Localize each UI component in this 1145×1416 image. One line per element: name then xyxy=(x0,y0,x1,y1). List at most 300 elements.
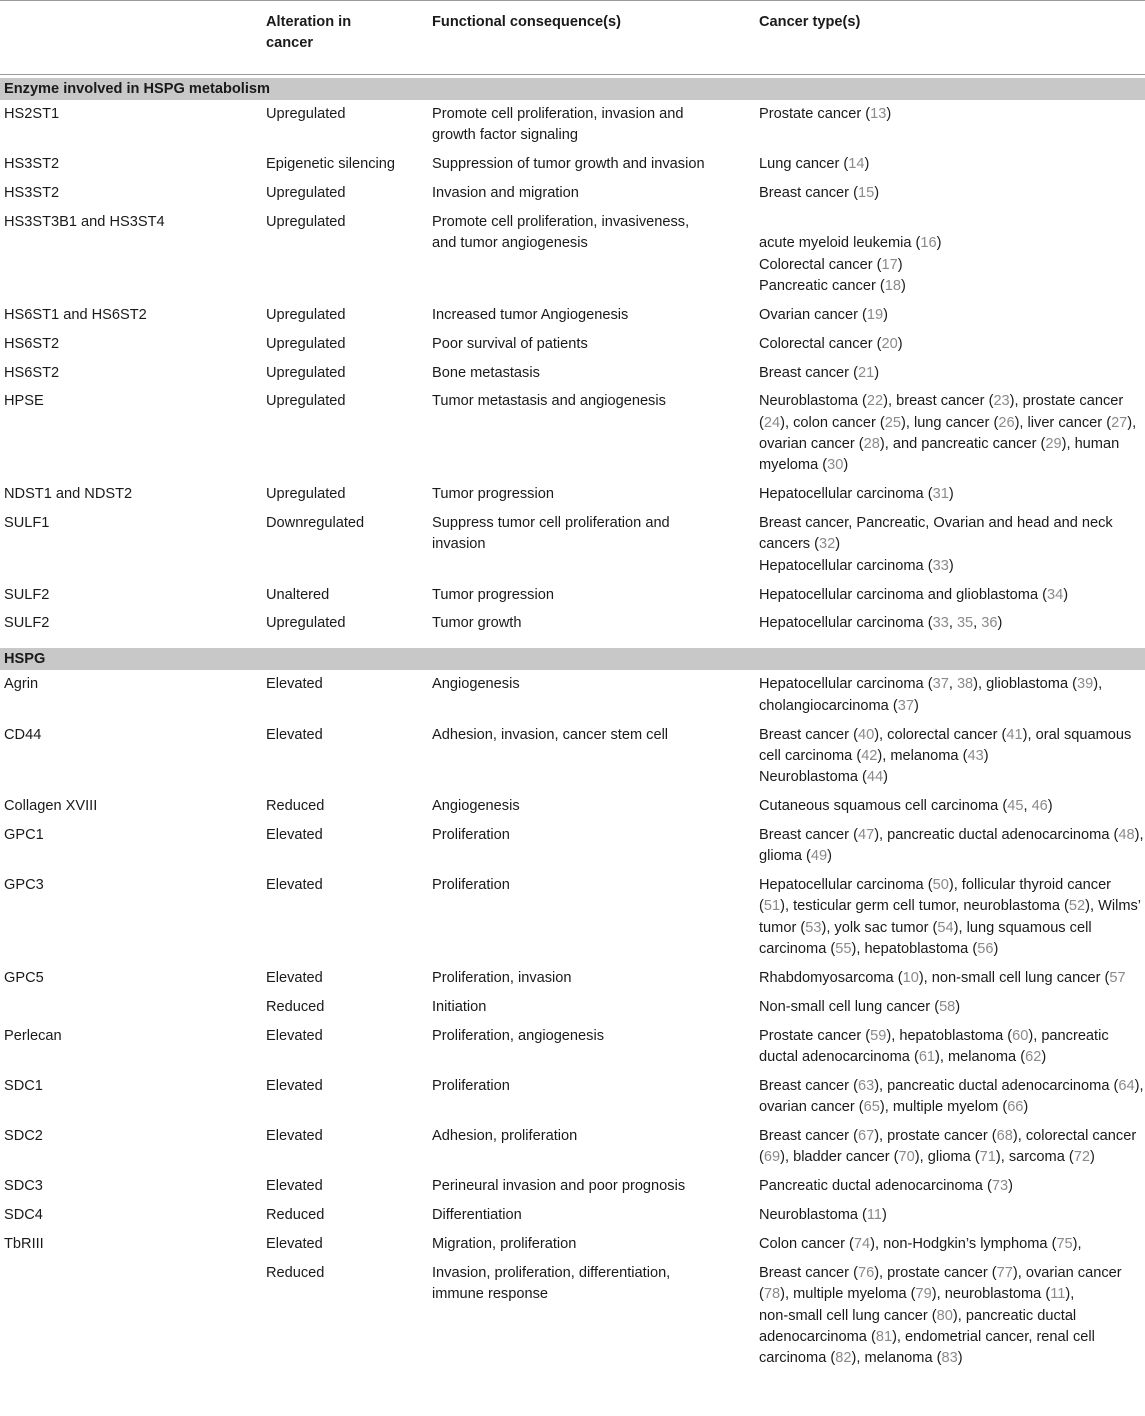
table-row xyxy=(0,875,1145,968)
table-row xyxy=(0,1234,1145,1263)
cancer-text: ), colon cancer ( xyxy=(780,414,885,431)
cancer-text: Hepatocellular carcinoma ( xyxy=(759,486,933,503)
row-name: SULF2 xyxy=(4,586,50,603)
cancer-text: ), and pancreatic cancer ( xyxy=(879,436,1046,453)
cancer-text: ), cholangiocarcinoma ( xyxy=(759,676,1103,714)
table-row xyxy=(0,613,1145,642)
cancer-text: ) xyxy=(993,941,999,957)
row-cancer-types xyxy=(755,796,1145,825)
cancer-text: ) xyxy=(997,615,1003,632)
reference-number: 51 xyxy=(763,898,781,915)
row-cancer-types xyxy=(755,1076,1145,1126)
reference-number: 52 xyxy=(1068,898,1086,915)
row-alteration: Elevated xyxy=(266,1027,323,1044)
row-cancer-types xyxy=(755,363,1145,392)
header-consequence: Functional consequence(s) xyxy=(428,1,755,75)
cancer-text: ) xyxy=(882,1207,887,1224)
reference-number: 37 xyxy=(932,676,949,693)
table-row xyxy=(0,1176,1145,1205)
reference-number: 31 xyxy=(932,486,949,503)
cancer-text: non-small cell lung cancer ( xyxy=(759,1307,937,1324)
row-name: SDC4 xyxy=(4,1207,43,1224)
row-cancer-types xyxy=(755,513,1145,584)
reference-number: 26 xyxy=(998,414,1015,431)
row-consequence: Poor survival of patients xyxy=(432,335,588,352)
reference-number: 72 xyxy=(1073,1149,1090,1166)
reference-number: 11 xyxy=(1050,1286,1066,1303)
row-cancer-types xyxy=(755,997,1145,1026)
reference-number: 34 xyxy=(1046,586,1064,603)
cancer-text: ), breast cancer ( xyxy=(883,393,994,410)
reference-number: 30 xyxy=(827,457,844,474)
row-alteration: Elevated xyxy=(266,1236,323,1253)
row-alteration: Reduced xyxy=(266,1207,325,1224)
cancer-text: ), bladder cancer ( xyxy=(780,1149,899,1166)
reference-number: 63 xyxy=(857,1077,875,1094)
row-cancer-types xyxy=(755,674,1145,724)
cancer-text: ), oral squamous cell carcinoma ( xyxy=(759,726,1132,764)
reference-number: 15 xyxy=(857,185,875,202)
cancer-text: Breast cancer ( xyxy=(759,1077,858,1094)
cancer-text: ), glioblastoma ( xyxy=(973,676,1077,693)
row-name: SULF1 xyxy=(4,515,50,532)
reference-number: 71 xyxy=(979,1149,996,1166)
reference-number: 46 xyxy=(1031,798,1048,815)
table-row xyxy=(0,363,1145,392)
row-consequence: Angiogenesis xyxy=(432,676,520,693)
row-name: CD44 xyxy=(4,726,42,743)
cancer-text: ), pancreatic ductal adenocarcinoma ( xyxy=(874,826,1119,843)
row-alteration: Upregulated xyxy=(266,486,346,503)
row-alteration: Elevated xyxy=(266,969,323,986)
row-alteration: Elevated xyxy=(266,676,323,693)
reference-number: 13 xyxy=(870,106,887,122)
row-cancer-types xyxy=(755,334,1145,363)
table-row xyxy=(0,391,1145,484)
row-name: HS2ST1 xyxy=(4,106,60,122)
cancer-text: Breast cancer, Pancreatic, Ovarian and head and neck cancers ( xyxy=(759,515,1113,553)
table-row xyxy=(0,796,1145,825)
reference-number: 59 xyxy=(870,1027,887,1044)
cancer-text: Breast cancer ( xyxy=(759,185,858,202)
cancer-text: ) xyxy=(1023,1099,1029,1116)
reference-number: 65 xyxy=(863,1099,880,1116)
reference-number: 44 xyxy=(866,769,884,786)
row-alteration: Unaltered xyxy=(266,586,330,603)
cancer-text: Hepatocellular carcinoma ( xyxy=(759,676,933,693)
reference-number: 27 xyxy=(1111,414,1128,431)
table-row xyxy=(0,154,1145,183)
reference-number: 42 xyxy=(861,747,878,764)
row-cancer-types xyxy=(755,725,1145,796)
row-consequence: Tumor progression xyxy=(432,486,554,503)
table-header xyxy=(0,1,1145,75)
table-row xyxy=(0,183,1145,212)
section-header-row xyxy=(0,78,1145,100)
cancer-text: ) xyxy=(948,557,954,574)
reference-number: 73 xyxy=(991,1178,1009,1195)
row-consequence: Angiogenesis xyxy=(432,798,520,815)
cancer-text: Lung cancer ( xyxy=(759,156,849,173)
row-consequence: Promote cell proliferation, invasion and growth factor signaling xyxy=(432,106,684,144)
cancer-text: Prostate cancer ( xyxy=(759,1027,871,1044)
cancer-text: ), non-small cell lung cancer ( xyxy=(918,969,1110,986)
row-consequence: Proliferation, invasion xyxy=(432,969,572,986)
reference-number: 33 xyxy=(932,557,949,574)
reference-number: 79 xyxy=(915,1286,932,1303)
table-row xyxy=(0,334,1145,363)
row-alteration: Upregulated xyxy=(266,335,346,352)
table-row xyxy=(0,1263,1145,1377)
cancer-text: ) xyxy=(1063,586,1069,603)
row-alteration: Elevated xyxy=(266,1128,323,1145)
table-row xyxy=(0,674,1145,724)
row-name: HS6ST2 xyxy=(4,335,60,352)
cancer-text: ), pancreatic ductal adenocarcinoma ( xyxy=(759,1027,1109,1065)
row-alteration: Reduced xyxy=(266,1264,325,1281)
cancer-text: ) xyxy=(886,106,892,122)
reference-number: 60 xyxy=(1012,1027,1029,1044)
cancer-text: ), lung squamous cell carcinoma ( xyxy=(759,919,1092,957)
cancer-text: ) xyxy=(955,998,961,1015)
row-cancer-types xyxy=(755,1176,1145,1205)
cancer-text: ), human myeloma ( xyxy=(759,436,1120,474)
row-alteration: Upregulated xyxy=(266,106,346,122)
cancer-text: ), prostate cancer ( xyxy=(759,393,1124,431)
row-consequence: Suppress tumor cell proliferation and invasion xyxy=(432,515,670,553)
cancer-text: , xyxy=(948,676,957,693)
reference-number: 32 xyxy=(819,536,836,553)
cancer-text: ), colorectal cancer ( xyxy=(874,726,1007,743)
row-name: HS6ST2 xyxy=(4,364,60,381)
row-cancer-types xyxy=(755,1126,1145,1176)
table-row xyxy=(0,212,1145,305)
reference-number: 61 xyxy=(918,1048,936,1065)
reference-number: 68 xyxy=(996,1128,1013,1145)
reference-number: 83 xyxy=(941,1350,958,1367)
reference-number: 36 xyxy=(981,615,998,632)
table-body xyxy=(0,75,1145,1377)
cancer-text: ), non-Hodgkin’s lymphoma ( xyxy=(870,1236,1057,1253)
reference-number: 35 xyxy=(956,615,974,632)
reference-number: 40 xyxy=(857,726,875,743)
cancer-text: ), prostate cancer ( xyxy=(874,1128,997,1145)
cancer-text: ), pancreatic ductal adenocarcinoma ( xyxy=(759,1307,1077,1345)
cancer-text: Neuroblastoma ( xyxy=(759,393,867,410)
cancer-text: Neuroblastoma ( xyxy=(759,769,867,786)
reference-number: 24 xyxy=(763,414,781,431)
row-alteration: Upregulated xyxy=(266,306,346,323)
row-cancer-types xyxy=(755,1026,1145,1076)
cancer-text: , xyxy=(948,615,957,632)
cancer-text: Colorectal cancer ( xyxy=(759,256,882,273)
cancer-text: , xyxy=(1023,798,1032,815)
row-alteration: Upregulated xyxy=(266,213,346,230)
cancer-text: Breast cancer ( xyxy=(759,1128,858,1145)
cancer-text: ) xyxy=(983,747,989,764)
cancer-text: ), endometrial cancer, renal cell carcinoma ( xyxy=(759,1328,1095,1367)
row-alteration: Elevated xyxy=(266,726,323,743)
cancer-text: ) xyxy=(874,364,880,381)
reference-number: 82 xyxy=(835,1350,852,1367)
cancer-text: Prostate cancer ( xyxy=(759,106,871,122)
row-consequence: Suppression of tumor growth and invasion xyxy=(432,156,705,173)
cancer-text: ) xyxy=(913,697,919,714)
row-consequence: Invasion, proliferation, differentiation, immune response xyxy=(432,1264,671,1303)
reference-number: 47 xyxy=(857,826,875,843)
table-row xyxy=(0,1205,1145,1234)
row-consequence: Increased tumor Angiogenesis xyxy=(432,306,629,323)
row-name: HS3ST2 xyxy=(4,185,60,202)
row-cancer-types xyxy=(755,154,1145,183)
reference-number: 22 xyxy=(866,393,884,410)
cancer-text: ) xyxy=(948,486,954,503)
row-alteration: Downregulated xyxy=(266,515,365,532)
row-name: SDC3 xyxy=(4,1178,43,1195)
reference-number: 18 xyxy=(884,277,901,294)
row-alteration: Elevated xyxy=(266,877,323,894)
cancer-text: ), melanoma ( xyxy=(851,1350,942,1367)
row-name xyxy=(0,1263,262,1377)
reference-number: 41 xyxy=(1006,726,1023,743)
cancer-text: ), neuroblastoma ( xyxy=(931,1286,1051,1303)
reference-number: 43 xyxy=(967,747,984,764)
table-row xyxy=(0,997,1145,1026)
row-consequence: Tumor growth xyxy=(432,615,522,632)
row-name: GPC5 xyxy=(4,969,44,986)
cancer-text: ), xyxy=(1065,1286,1075,1303)
cancer-text: , xyxy=(973,615,982,632)
row-cancer-types xyxy=(755,1234,1145,1263)
row-consequence: Proliferation, angiogenesis xyxy=(432,1027,604,1044)
reference-number: 77 xyxy=(996,1264,1013,1281)
cancer-text: Cutaneous squamous cell carcinoma ( xyxy=(759,798,1008,815)
cancer-text: Non-small cell lung cancer ( xyxy=(759,998,940,1015)
row-consequence: Proliferation xyxy=(432,826,510,843)
reference-number: 50 xyxy=(932,877,949,894)
cancer-text: ), multiple myelom ( xyxy=(879,1099,1008,1116)
row-consequence: Promote cell proliferation, invasiveness, and tumor angiogenesis xyxy=(432,213,690,252)
reference-number: 20 xyxy=(881,335,898,352)
cancer-text: ) xyxy=(1008,1178,1013,1195)
cancer-text: ), Wilms’ tumor ( xyxy=(759,898,1141,936)
cancer-text: Pancreatic cancer ( xyxy=(759,277,885,294)
row-consequence: Perineural invasion and poor prognosis xyxy=(432,1178,686,1195)
cancer-text: ), hepatoblastoma ( xyxy=(886,1027,1013,1044)
reference-number: 38 xyxy=(956,676,974,693)
reference-number: 28 xyxy=(863,436,880,453)
row-cancer-types xyxy=(755,1205,1145,1234)
cancer-text: ), xyxy=(1072,1236,1082,1253)
cancer-text: Breast cancer ( xyxy=(759,364,858,381)
reference-number: 58 xyxy=(939,998,956,1015)
row-alteration: Reduced xyxy=(266,798,325,815)
row-alteration: Elevated xyxy=(266,826,323,843)
row-consequence: Proliferation xyxy=(432,877,510,894)
row-name: SULF2 xyxy=(4,615,50,632)
row-cancer-types xyxy=(755,613,1145,642)
row-cancer-types xyxy=(755,968,1145,997)
reference-number: 76 xyxy=(857,1264,875,1281)
reference-number: 53 xyxy=(805,919,822,936)
cancer-text: acute myeloid leukemia ( xyxy=(759,235,921,252)
row-name: TbRIII xyxy=(4,1236,44,1253)
row-cancer-types xyxy=(755,484,1145,513)
reference-number: 23 xyxy=(993,393,1010,410)
row-consequence: Adhesion, proliferation xyxy=(432,1128,578,1145)
cancer-text: ) xyxy=(883,306,888,323)
row-alteration: Reduced xyxy=(266,998,325,1015)
reference-number: 62 xyxy=(1025,1048,1042,1065)
cancer-text: Breast cancer ( xyxy=(759,726,858,743)
row-cancer-types xyxy=(755,183,1145,212)
reference-number: 75 xyxy=(1056,1236,1073,1253)
cancer-text: ) xyxy=(900,277,906,294)
row-name: Agrin xyxy=(4,676,39,693)
cancer-text: Colon cancer ( xyxy=(759,1236,854,1253)
row-consequence: Bone metastasis xyxy=(432,364,540,381)
reference-number: 11 xyxy=(866,1207,883,1224)
cancer-text: ), melanoma ( xyxy=(935,1048,1026,1065)
cancer-text: ), hepatoblastoma ( xyxy=(851,941,978,957)
reference-number: 29 xyxy=(1045,436,1062,453)
reference-number: 69 xyxy=(763,1149,781,1166)
cancer-text: ), testicular germ cell tumor, neuroblastoma ( xyxy=(780,898,1069,915)
row-alteration: Elevated xyxy=(266,1077,323,1094)
row-consequence: Tumor metastasis and angiogenesis xyxy=(432,393,666,410)
row-name: GPC3 xyxy=(4,877,44,894)
reference-number: 10 xyxy=(902,969,919,986)
cancer-text: ) xyxy=(835,536,841,553)
row-name: HS3ST3B1 and HS3ST4 xyxy=(4,213,165,230)
table-row xyxy=(0,1026,1145,1076)
table-row xyxy=(0,1126,1145,1176)
row-alteration: Epigenetic silencing xyxy=(266,156,395,173)
row-name: HPSE xyxy=(4,393,44,410)
table-row xyxy=(0,725,1145,796)
cancer-text: ) xyxy=(1047,798,1053,815)
reference-number: 16 xyxy=(920,235,937,252)
cancer-text: Colorectal cancer ( xyxy=(759,335,882,352)
cancer-text: ) xyxy=(1089,1149,1095,1166)
cancer-text: ), pancreatic ductal adenocarcinoma ( xyxy=(874,1077,1119,1094)
section-title: HSPG xyxy=(0,648,1145,670)
row-alteration: Elevated xyxy=(266,1178,323,1195)
row-alteration: Upregulated xyxy=(266,185,346,202)
section-header-row xyxy=(0,648,1145,670)
reference-number: 67 xyxy=(857,1128,875,1145)
cancer-text: Breast cancer ( xyxy=(759,826,858,843)
header-name xyxy=(0,1,262,75)
cancer-text: Hepatocellular carcinoma ( xyxy=(759,877,933,894)
reference-number: 49 xyxy=(810,848,828,865)
cancer-text: ), follicular thyroid cancer ( xyxy=(759,877,1112,915)
row-name: HS6ST1 and HS6ST2 xyxy=(4,306,147,323)
section-title: Enzyme involved in HSPG metabolism xyxy=(0,78,1145,100)
table-row xyxy=(0,968,1145,997)
cancer-text: Hepatocellular carcinoma ( xyxy=(759,615,933,632)
table-row xyxy=(0,585,1145,614)
row-name: Collagen XVIII xyxy=(4,798,98,815)
cancer-text: ), colorectal cancer ( xyxy=(759,1128,1137,1166)
table-row xyxy=(0,104,1145,154)
row-cancer-types xyxy=(755,875,1145,968)
row-consequence: Initiation xyxy=(432,998,487,1015)
reference-number: 19 xyxy=(866,306,884,323)
header-cancer-types: Cancer type(s) xyxy=(755,1,1145,75)
cancer-text: ), glioma ( xyxy=(759,826,1144,865)
row-name: NDST1 and NDST2 xyxy=(4,486,133,503)
cancer-text: ), multiple myeloma ( xyxy=(780,1286,916,1303)
cancer-text: ) xyxy=(936,235,942,252)
cancer-text: ) xyxy=(1041,1048,1047,1065)
row-name: Perlecan xyxy=(4,1027,62,1044)
reference-number: 55 xyxy=(835,941,852,957)
reference-number: 33 xyxy=(932,615,949,632)
row-cancer-types xyxy=(755,391,1145,484)
row-cancer-types xyxy=(755,104,1145,154)
row-consequence: Proliferation xyxy=(432,1077,510,1094)
cancer-text: ), liver cancer ( xyxy=(1014,414,1112,431)
row-cancer-types xyxy=(755,212,1145,305)
cancer-text: ) xyxy=(883,769,888,786)
cancer-text: ) xyxy=(897,335,903,352)
reference-number: 57 xyxy=(1109,969,1126,986)
reference-number: 45 xyxy=(1007,798,1024,815)
cancer-text: ) xyxy=(957,1350,963,1367)
cancer-text: ), ovarian cancer ( xyxy=(759,1264,1122,1303)
row-cancer-types xyxy=(755,825,1145,875)
cancer-text: ), melanoma ( xyxy=(877,747,968,764)
cancer-text: Neuroblastoma ( xyxy=(759,1207,867,1224)
reference-number: 56 xyxy=(977,941,994,957)
row-name: HS3ST2 xyxy=(4,156,60,173)
cancer-text: ), ovarian cancer ( xyxy=(759,1077,1144,1116)
reference-number: 64 xyxy=(1118,1077,1135,1094)
reference-number: 78 xyxy=(763,1286,781,1303)
reference-number: 25 xyxy=(884,414,901,431)
cancer-text: ), prostate cancer ( xyxy=(874,1264,997,1281)
cancer-text: Hepatocellular carcinoma and glioblastoma ( xyxy=(759,586,1047,603)
row-name: SDC2 xyxy=(4,1128,43,1145)
row-cancer-types xyxy=(755,305,1145,334)
table-row xyxy=(0,1076,1145,1126)
row-name xyxy=(0,997,262,1026)
row-consequence: Tumor progression xyxy=(432,586,554,603)
cancer-text: ) xyxy=(874,185,880,202)
row-consequence: Adhesion, invasion, cancer stem cell xyxy=(432,726,669,743)
row-consequence: Migration, proliferation xyxy=(432,1236,577,1253)
reference-number: 14 xyxy=(848,156,865,173)
cancer-text: ) xyxy=(897,256,903,273)
table-row xyxy=(0,513,1145,584)
reference-number: 74 xyxy=(853,1236,871,1253)
row-cancer-types xyxy=(755,585,1145,614)
cancer-text: ), glioma ( xyxy=(914,1149,980,1166)
table-row xyxy=(0,305,1145,334)
cancer-text: ), yolk sac tumor ( xyxy=(821,919,938,936)
reference-number: 70 xyxy=(898,1149,915,1166)
row-name: GPC1 xyxy=(4,826,44,843)
cancer-text: ), lung cancer ( xyxy=(900,414,999,431)
header-alteration: Alteration in cancer xyxy=(262,1,428,75)
row-alteration: Upregulated xyxy=(266,364,346,381)
reference-number: 21 xyxy=(857,364,875,381)
row-cancer-types xyxy=(755,1263,1145,1377)
reference-number: 39 xyxy=(1077,676,1094,693)
table-row xyxy=(0,484,1145,513)
reference-number: 81 xyxy=(875,1328,893,1345)
